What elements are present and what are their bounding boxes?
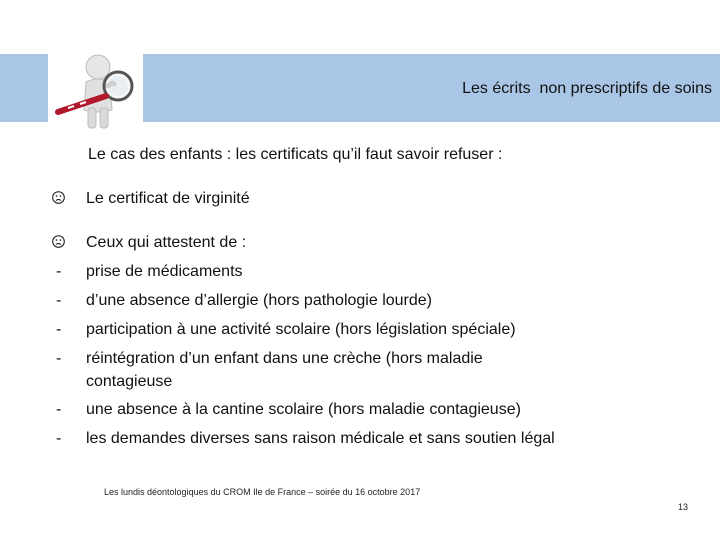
dash-marker: - (56, 263, 62, 280)
page-number: 13 (677, 502, 688, 512)
list-item: une absence à la cantine scolaire (hors maladie contagieuse) (86, 401, 521, 418)
magnifier-figure-icon (48, 42, 143, 132)
subtitle-part-1: Le cas des enfants : (88, 146, 236, 163)
item-virginity-certificate: Le certificat de virginité (86, 190, 250, 207)
list-item: réintégration d’un enfant dans une crèche (hors maladie (86, 350, 483, 367)
subtitle (88, 146, 502, 164)
frown-face-icon (52, 191, 65, 204)
list-item: d’une absence d’allergie (hors pathologie lourde) (86, 292, 433, 309)
dash-marker: - (56, 430, 62, 447)
dash-marker: - (56, 350, 62, 367)
item-those-who-attest: Ceux qui attestent de : (86, 234, 247, 251)
dash-marker: - (56, 321, 62, 338)
page-title: Les écrits non prescriptifs de soins (462, 80, 712, 97)
list-item: les demandes diverses sans raison médicale et sans soutien légal (86, 430, 555, 447)
list-item-continuation: contagieuse (86, 373, 173, 390)
footer-text: Les lundis déontologiques du CROM Ile de France – soirée du 16 octobre 2017 (104, 487, 421, 497)
subtitle-part-2: les certificats qu’il faut savoir refuser : (235, 146, 503, 163)
dash-marker: - (56, 401, 62, 418)
list-item: prise de médicaments (86, 263, 243, 280)
dash-marker: - (56, 292, 62, 309)
logo (48, 42, 143, 132)
frown-face-icon (52, 235, 65, 248)
list-item: participation à une activité scolaire (hors législation spéciale) (86, 321, 516, 338)
